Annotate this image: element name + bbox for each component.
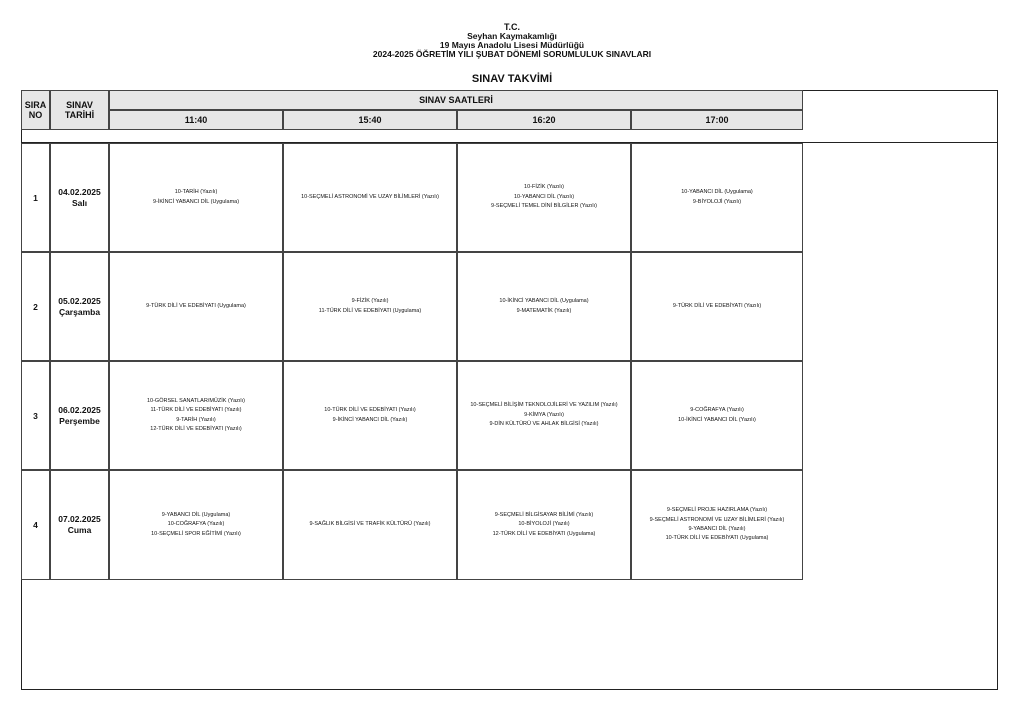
exam-entry: 9-TARİH (Yazılı) bbox=[176, 416, 216, 423]
row-4-slot-1 bbox=[109, 470, 283, 580]
time-header-2: 15:40 bbox=[283, 110, 457, 130]
exam-entry: 9-SAĞLIK BİLGİSİ VE TRAFİK KÜLTÜRÜ (Yazılı) bbox=[309, 521, 431, 528]
row-2-slot-2 bbox=[283, 252, 457, 361]
exam-entry: 10-İKİNCİ YABANCI DİL (Uygulama) bbox=[499, 298, 589, 305]
exam-entry: 12-TÜRK DİLİ VE EDEBİYATI (Uygulama) bbox=[492, 530, 596, 537]
row-3-slot-1 bbox=[109, 361, 283, 470]
header-line-kaymakamlik: Seyhan Kaymakamlığı bbox=[467, 31, 557, 41]
header-line-exam-period: 2024-2025 ÖĞRETİM YILI ŞUBAT DÖNEMİ SORUMLULUK SINAVLARI bbox=[372, 49, 652, 59]
exam-entry: 10-TÜRK DİLİ VE EDEBİYATI (Uygulama) bbox=[665, 535, 769, 542]
row-2-date-cell bbox=[50, 252, 109, 361]
row-3-slot-2 bbox=[283, 361, 457, 470]
exam-entry: 11-TÜRK DİLİ VE EDEBİYATI (Yazılı) bbox=[150, 407, 242, 414]
exam-entry: 9-BİYOLOJİ (Yazılı) bbox=[692, 198, 742, 205]
row-2-slot-1 bbox=[109, 252, 283, 361]
row-4-slot-4 bbox=[631, 470, 803, 580]
exam-entry: 9-İKİNCİ YABANCI DİL (Yazılı) bbox=[332, 416, 408, 423]
row-1-slot-3 bbox=[457, 143, 631, 252]
exam-entry: 10-TÜRK DİLİ VE EDEBİYATI (Yazılı) bbox=[324, 407, 416, 414]
exam-entry: 9-SEÇMELİ TEMEL DİNİ BİLGİLER (Yazılı) bbox=[491, 203, 597, 210]
exam-entry: 9-SEÇMELİ BİLGİSAYAR BİLİMİ (Yazılı) bbox=[494, 511, 594, 518]
header-line-school: 19 Mayıs Anadolu Lisesi Müdürlüğü bbox=[439, 40, 585, 50]
exam-entry: 12-TÜRK DİLİ VE EDEBİYATI (Yazılı) bbox=[150, 425, 242, 432]
exam-entry: 10-FİZİK (Yazılı) bbox=[524, 184, 564, 191]
exam-entry: 10-TARİH (Yazılı) bbox=[174, 189, 218, 196]
exam-entry: 11-TÜRK DİLİ VE EDEBİYATI (Uygulama) bbox=[318, 307, 422, 314]
row-3-no: 3 bbox=[21, 361, 50, 470]
time-header-4: 17:00 bbox=[631, 110, 803, 130]
row-4-no: 4 bbox=[21, 470, 50, 580]
exam-entry: 10-SEÇMELİ BİLİŞİM TEKNOLOJİLERİ VE YAZILIM (Yazılı) bbox=[470, 402, 618, 409]
row-4-day: Cuma bbox=[67, 525, 92, 535]
exam-entry: 9-YABANCI DİL (Yazılı) bbox=[688, 526, 746, 532]
column-header-tarih-line1: SINAV bbox=[66, 100, 93, 110]
exam-entry: 9-SEÇMELİ PROJE HAZIRLAMA (Yazılı) bbox=[666, 507, 768, 514]
column-header-sinav-saatleri: SINAV SAATLERİ bbox=[109, 90, 803, 110]
exam-entry: 10-YABANCI DİL (Uygulama) bbox=[681, 189, 753, 196]
header-line-tc: T.C. bbox=[503, 22, 520, 32]
exam-entry: 10-SEÇMELİ ASTRONOMİ VE UZAY BİLİMLERİ (Yazılı) bbox=[301, 193, 439, 200]
column-header-sira-no bbox=[21, 90, 50, 130]
exam-entry: 9-FİZİK (Yazılı) bbox=[351, 298, 389, 305]
column-header-sinav-tarihi bbox=[50, 90, 109, 130]
column-header-sira-line1: SIRA bbox=[24, 100, 47, 110]
exam-entry: 10-GÖRSEL SANATLAR/MÜZİK (Yazılı) bbox=[146, 397, 245, 404]
exam-entry: 10-SEÇMELİ SPOR EĞİTİMİ (Yazılı) bbox=[151, 530, 241, 537]
page-title: SINAV TAKVİMİ bbox=[471, 73, 553, 85]
exam-entry: 9-TÜRK DİLİ VE EDEBİYATI (Uygulama) bbox=[146, 302, 246, 309]
row-2-slot-4 bbox=[631, 252, 803, 361]
row-4-date: 07.02.2025 bbox=[58, 514, 101, 524]
document-header bbox=[0, 23, 1024, 59]
exam-entry: 9-İKİNCİ YABANCI DİL (Uygulama) bbox=[152, 198, 240, 205]
column-header-sira-line2: NO bbox=[28, 110, 43, 120]
exam-entry: 9-TÜRK DİLİ VE EDEBİYATI (Yazılı) bbox=[672, 302, 762, 309]
row-3-slot-3 bbox=[457, 361, 631, 470]
row-1-no: 1 bbox=[21, 143, 50, 252]
row-3-day: Perşembe bbox=[59, 415, 100, 426]
row-2-no: 2 bbox=[21, 252, 50, 361]
exam-entry: 9-KİMYA (Yazılı) bbox=[524, 411, 564, 418]
time-header-3: 16:20 bbox=[457, 110, 631, 130]
row-3-date-cell bbox=[50, 361, 109, 470]
row-3-slot-4 bbox=[631, 361, 803, 470]
row-1-date: 04.02.2025 bbox=[58, 186, 101, 197]
exam-entry: 9-COĞRAFYA (Yazılı) bbox=[690, 407, 744, 414]
exam-entry: 10-COĞRAFYA (Yazılı) bbox=[167, 521, 225, 528]
column-header-tarih-line2: TARİHİ bbox=[64, 110, 95, 120]
time-header-1: 11:40 bbox=[109, 110, 283, 130]
exam-entry: 10-YABANCI DİL (Yazılı) bbox=[513, 193, 575, 200]
exam-entry: 9-MATEMATİK (Yazılı) bbox=[516, 307, 572, 314]
exam-entry: 9-DİN KÜLTÜRÜ VE AHLAK BİLGİSİ (Yazılı) bbox=[489, 421, 599, 428]
row-1-slot-4 bbox=[631, 143, 803, 252]
exam-entry: 10-BİYOLOJİ (Yazılı) bbox=[518, 521, 570, 528]
row-2-slot-3 bbox=[457, 252, 631, 361]
row-4-slot-3 bbox=[457, 470, 631, 580]
row-2-date: 05.02.2025 bbox=[58, 295, 101, 306]
exam-entry: 9-YABANCI DİL (Uygulama) bbox=[161, 511, 231, 518]
row-4-date-cell bbox=[50, 470, 109, 580]
row-3-date: 06.02.2025 bbox=[58, 404, 101, 415]
row-1-date-cell bbox=[50, 143, 109, 252]
exam-entry: 10-İKİNCİ YABANCI DİL (Yazılı) bbox=[678, 416, 756, 423]
row-1-slot-2 bbox=[283, 143, 457, 252]
row-1-slot-1 bbox=[109, 143, 283, 252]
row-1-day: Salı bbox=[71, 197, 88, 208]
row-2-day: Çarşamba bbox=[58, 306, 101, 317]
exam-entry: 9-SEÇMELİ ASTRONOMİ VE UZAY BİLİMLERİ (Yazılı) bbox=[649, 516, 785, 523]
row-4-slot-2 bbox=[283, 470, 457, 580]
